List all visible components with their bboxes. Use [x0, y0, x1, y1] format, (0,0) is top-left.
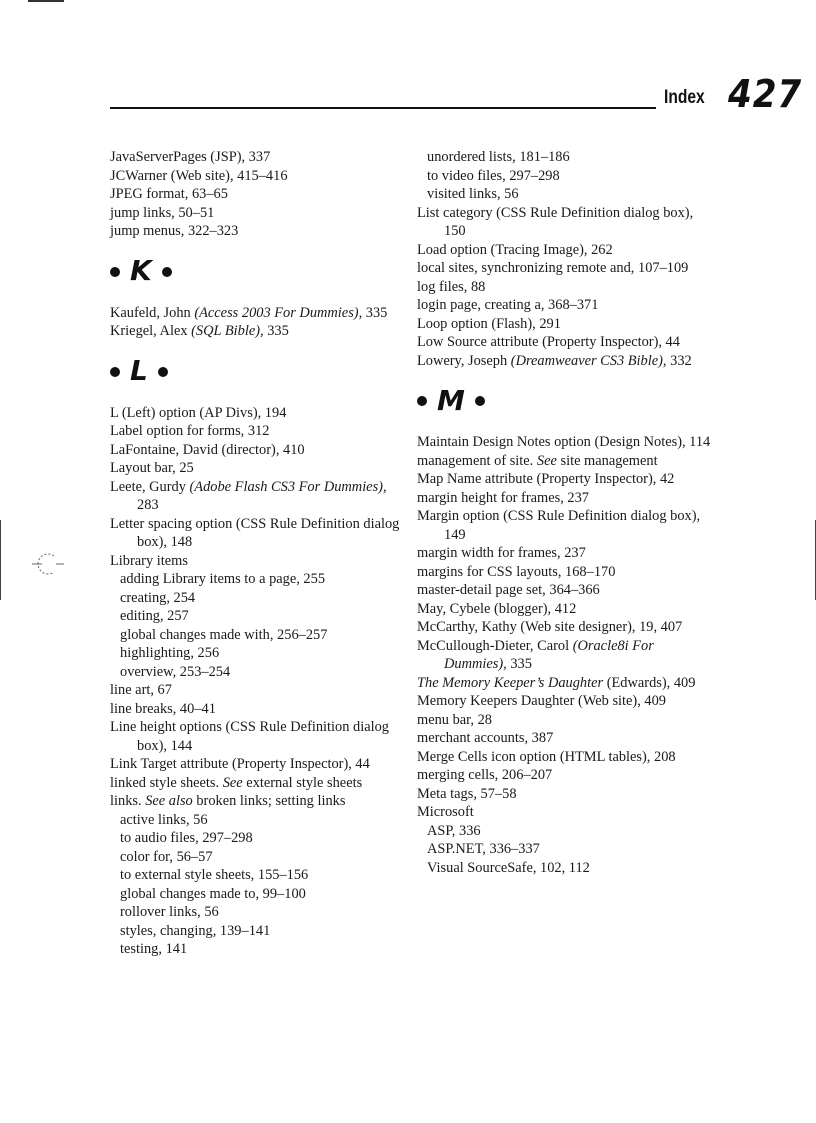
- entry-text: Loop option (Flash), 291: [417, 315, 561, 332]
- index-entry: [417, 333, 717, 352]
- page-number: 427: [728, 72, 803, 116]
- index-entry: [110, 774, 400, 793]
- entry-text: 335: [263, 323, 289, 339]
- index-entry: [417, 315, 717, 334]
- entry-text: links.: [110, 793, 146, 809]
- entry-text: Merge Cells icon option (HTML tables), 208: [417, 748, 676, 765]
- index-entry: [110, 167, 400, 186]
- index-entry: [417, 278, 717, 297]
- index-entry: [110, 404, 400, 423]
- index-entry: [417, 600, 717, 619]
- index-subentry: [110, 811, 400, 830]
- index-entry: [417, 470, 717, 489]
- entry-text: adding Library items to a page, 255: [120, 571, 326, 587]
- entry-text: See also: [145, 793, 193, 809]
- index-subentry: [110, 866, 400, 885]
- entry-text: log files, 88: [417, 278, 486, 295]
- index-entry: [417, 204, 717, 241]
- index-entry: [110, 322, 400, 341]
- index-subentry: [110, 644, 400, 663]
- entry-text: to audio files, 297–298: [120, 830, 253, 846]
- index-subentry: [417, 822, 717, 841]
- entry-text: May, Cybele (blogger), 412: [417, 600, 577, 617]
- entry-text: Memory Keepers Daughter (Web site), 409: [417, 693, 666, 709]
- entry-text: Line height options (CSS Rule Definition dialog box), 144: [110, 719, 390, 754]
- index-entry: [417, 748, 717, 767]
- entry-text: (Access 2003 For Dummies),: [194, 304, 363, 321]
- index-entry: [417, 259, 717, 278]
- index-entry: [417, 507, 717, 544]
- index-subentry: [417, 185, 717, 204]
- index-entry: [110, 185, 400, 204]
- index-subentry: [110, 626, 400, 645]
- entry-text: overview, 253–254: [120, 663, 231, 680]
- entry-text: Load option (Tracing Image), 262: [417, 241, 613, 258]
- entry-text: margin width for frames, 237: [417, 545, 586, 561]
- entry-text: line breaks, 40–41: [110, 700, 216, 717]
- index-subentry: [110, 570, 400, 589]
- bullet-icon: [475, 396, 485, 406]
- entry-text: JCWarner (Web site), 415–416: [110, 167, 288, 184]
- index-entry: [417, 544, 717, 563]
- entry-text: creating, 254: [120, 589, 196, 606]
- entry-text: global changes made with, 256–257: [120, 626, 328, 643]
- bullet-icon: [110, 367, 120, 377]
- entry-text: The Memory Keeper’s Daughter: [417, 674, 604, 691]
- entry-text: ASP.NET, 336–337: [427, 841, 540, 857]
- index-subentry: [110, 922, 400, 941]
- header-rule: [110, 107, 656, 109]
- entry-text: Maintain Design Notes option (Design Notes), 114: [417, 434, 711, 450]
- index-subentry: [417, 167, 717, 186]
- entry-text: Letter spacing option (CSS Rule Definition dialog box), 148: [110, 515, 400, 550]
- bullet-icon: [417, 396, 427, 406]
- bullet-icon: [110, 267, 120, 277]
- index-entry: [417, 711, 717, 730]
- entry-text: JPEG format, 63–65: [110, 186, 228, 202]
- index-entry: [110, 222, 400, 241]
- index-entry: [110, 304, 400, 323]
- entry-text: (Oracle8i For Dummies),: [444, 637, 654, 672]
- index-subentry: [110, 829, 400, 848]
- index-entry: [110, 792, 400, 811]
- entry-text: (Dreamweaver CS3 Bible),: [510, 352, 667, 369]
- index-entry: [417, 692, 717, 711]
- entry-text: See: [536, 452, 557, 469]
- entry-text: L (Left) option (AP Divs), 194: [110, 404, 287, 421]
- entry-text: jump links, 50–51: [110, 204, 215, 221]
- index-entry: [110, 681, 400, 700]
- entry-text: 335: [506, 656, 532, 672]
- index-entry: [417, 296, 717, 315]
- entry-text: (Adobe Flash CS3 For Dummies),: [189, 478, 387, 495]
- entry-text: rollover links, 56: [120, 904, 219, 920]
- entry-text: Low Source attribute (Property Inspector), 44: [417, 334, 680, 350]
- entry-text: merging cells, 206–207: [417, 767, 553, 783]
- index-entry: [110, 459, 400, 478]
- entry-text: margin height for frames, 237: [417, 489, 589, 506]
- entry-text: merchant accounts, 387: [417, 730, 554, 746]
- crop-mark-left: [0, 520, 1, 600]
- entry-text: LaFontaine, David (director), 410: [110, 441, 305, 458]
- index-subentry: [417, 148, 717, 167]
- entry-text: editing, 257: [120, 608, 189, 624]
- entry-text: Margin option (CSS Rule Definition dialog box), 149: [417, 508, 701, 543]
- entry-text: (Edwards), 409: [603, 674, 696, 691]
- entry-text: Kriegel, Alex: [110, 323, 192, 339]
- index-entry: [417, 489, 717, 508]
- index-entry: [417, 433, 717, 452]
- entry-text: local sites, synchronizing remote and, 107–109: [417, 260, 689, 276]
- entry-text: login page, creating a, 368–371: [417, 297, 599, 313]
- entry-text: 283: [137, 497, 159, 513]
- index-entry: [110, 755, 400, 774]
- entry-text: Microsoft: [417, 804, 474, 820]
- index-subentry: [110, 940, 400, 959]
- letter-heading: [110, 344, 400, 400]
- entry-text: line art, 67: [110, 682, 172, 698]
- entry-text: 335: [362, 304, 388, 321]
- index-entry: [110, 515, 400, 552]
- index-entry: [417, 766, 717, 785]
- index-entry: [110, 478, 400, 515]
- index-entry: [110, 422, 400, 441]
- entry-text: menu bar, 28: [417, 711, 492, 728]
- entry-text: Kaufeld, John: [110, 304, 195, 321]
- entry-text: to video files, 297–298: [427, 167, 560, 184]
- entry-text: styles, changing, 139–141: [120, 922, 271, 939]
- entry-text: Map Name attribute (Property Inspector), 42: [417, 471, 675, 487]
- entry-text: highlighting, 256: [120, 645, 220, 661]
- letter-heading: [110, 244, 400, 300]
- index-entry: [417, 729, 717, 748]
- entry-text: Library items: [110, 552, 188, 569]
- entry-text: Meta tags, 57–58: [417, 785, 517, 802]
- bullet-icon: [158, 367, 168, 377]
- index-entry: [417, 241, 717, 260]
- index-subentry: [110, 607, 400, 626]
- entry-text: Layout bar, 25: [110, 460, 194, 476]
- letter-heading: [417, 373, 717, 429]
- index-entry: [417, 785, 717, 804]
- index-subentry: [110, 589, 400, 608]
- entry-text: active links, 56: [120, 811, 208, 828]
- entry-text: Label option for forms, 312: [110, 423, 270, 439]
- entry-text: jump menus, 322–323: [110, 223, 239, 239]
- index-column-right: [417, 148, 717, 877]
- index-entry: [417, 563, 717, 582]
- entry-text: Visual SourceSafe, 102, 112: [427, 859, 590, 876]
- index-entry: [417, 581, 717, 600]
- entry-text: site management: [556, 452, 658, 469]
- index-entry: [417, 803, 717, 822]
- index-entry: [110, 552, 400, 571]
- index-entry: [110, 718, 400, 755]
- entry-text: (SQL Bible),: [191, 323, 264, 339]
- entry-text: See: [222, 774, 243, 791]
- entry-text: McCullough-Dieter, Carol: [417, 637, 573, 654]
- index-entry: [110, 148, 400, 167]
- entry-text: color for, 56–57: [120, 848, 213, 865]
- entry-text: global changes made to, 99–100: [120, 885, 306, 902]
- index-subentry: [110, 848, 400, 867]
- entry-text: testing, 141: [120, 941, 188, 957]
- index-entry: [110, 441, 400, 460]
- letter-heading-text: K: [130, 254, 152, 288]
- index-subentry: [417, 859, 717, 878]
- entry-text: linked style sheets.: [110, 774, 223, 791]
- index-subentry: [110, 885, 400, 904]
- index-subentry: [110, 663, 400, 682]
- entry-text: Lowery, Joseph: [417, 352, 511, 369]
- entry-text: external style sheets: [242, 774, 363, 791]
- entry-text: Link Target attribute (Property Inspector), 44: [110, 756, 370, 772]
- entry-text: List category (CSS Rule Definition dialog box), 150: [417, 204, 694, 239]
- index-subentry: [110, 903, 400, 922]
- entry-text: McCarthy, Kathy (Web site designer), 19, 407: [417, 619, 683, 635]
- entry-text: management of site.: [417, 452, 537, 469]
- entry-text: to external style sheets, 155–156: [120, 867, 309, 883]
- entry-text: margins for CSS layouts, 168–170: [417, 563, 616, 580]
- entry-text: visited links, 56: [427, 186, 519, 202]
- section-title: Index: [664, 87, 705, 108]
- registration-mark-icon: [32, 548, 64, 580]
- index-entry: [417, 618, 717, 637]
- index-entry: [417, 352, 717, 371]
- entry-text: unordered lists, 181–186: [427, 149, 570, 165]
- index-entry: [417, 637, 717, 674]
- entry-text: 332: [666, 352, 692, 369]
- index-entry: [110, 204, 400, 223]
- letter-heading-text: L: [130, 354, 148, 388]
- index-entry: [110, 700, 400, 719]
- index-column-left: [110, 148, 400, 959]
- index-subentry: [417, 840, 717, 859]
- entry-text: broken links; setting links: [192, 793, 346, 809]
- bullet-icon: [162, 267, 172, 277]
- crop-mark-top: [28, 0, 64, 2]
- letter-heading-text: M: [437, 383, 465, 417]
- index-entry: [417, 452, 717, 471]
- entry-text: Leete, Gurdy: [110, 478, 190, 495]
- entry-text: ASP, 336: [427, 822, 481, 839]
- entry-text: JavaServerPages (JSP), 337: [110, 149, 271, 165]
- index-entry: [417, 674, 717, 693]
- entry-text: master-detail page set, 364–366: [417, 582, 600, 598]
